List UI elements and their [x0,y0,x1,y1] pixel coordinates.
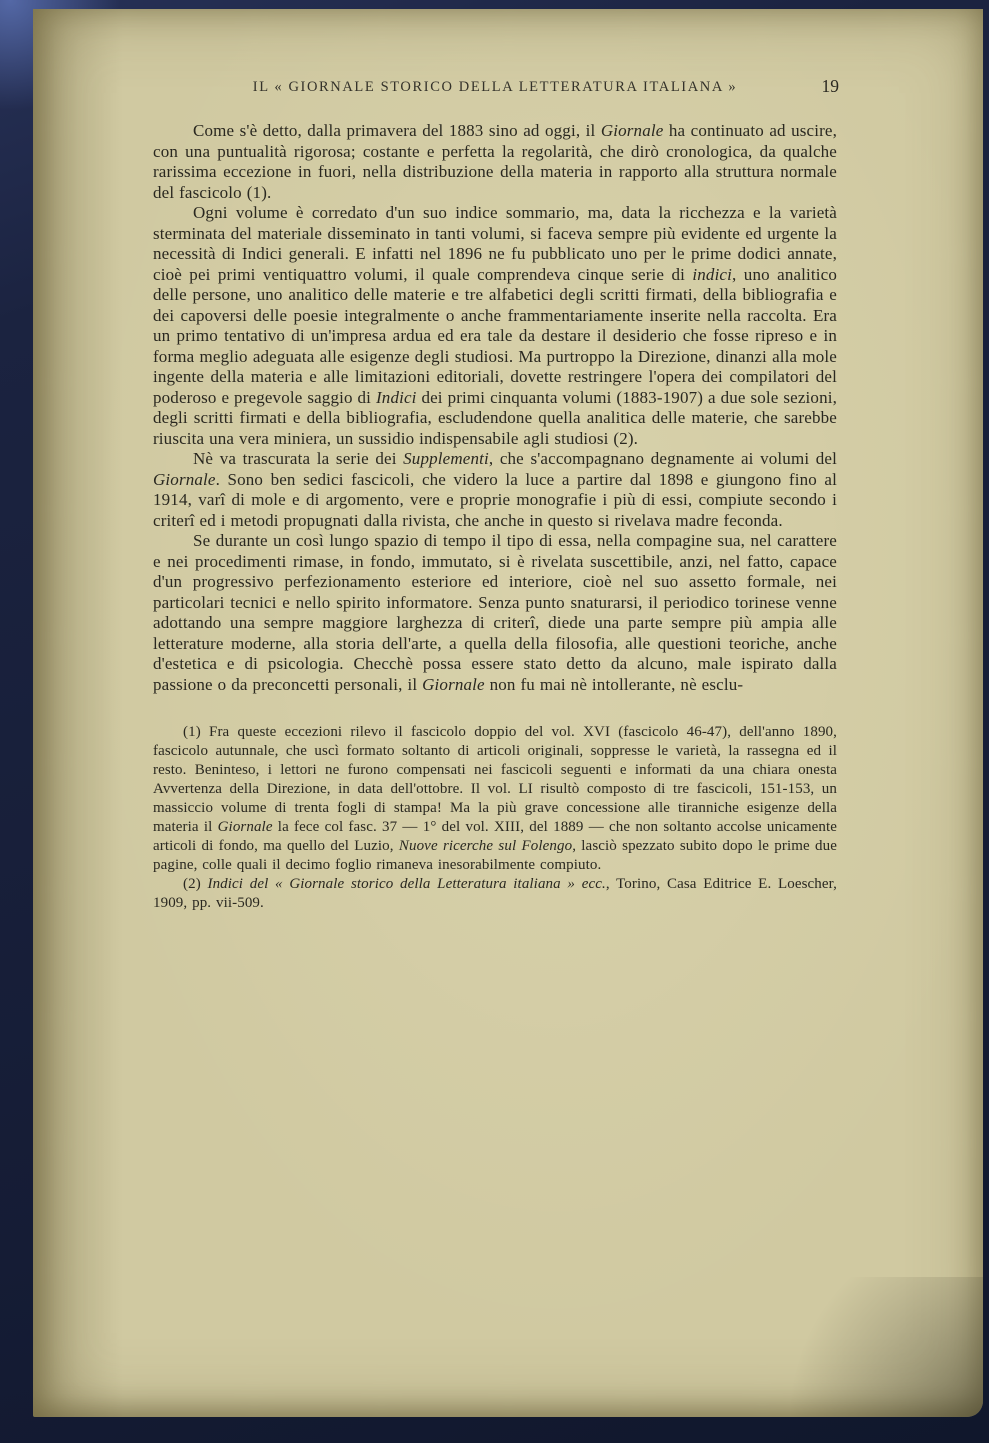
paragraph [153,531,837,695]
text-run: , lasciò spezzato subito dopo le prime due pagine, colle quali il decimo foglio rimaneva inesorabilmente compiuto. [153,838,837,873]
page-header [153,76,839,105]
text-run: (1) Fra queste eccezioni rilevo il fascicolo doppio del vol. XVI (fascicolo 46-47), dell'anno 1890, fascicolo autunnale, che uscì formato soltanto di articoli originali, soppresse le varietà, la rassegna ed il resto. Beninteso, i lettori ne furono compensati nei fascicoli seguenti e informati da una chiara onesta Avvertenza della Direzione, in data dell'ottobre. Il vol. LI risultò composto di tre fascicoli, 151-153, un massiccio volume di trenta fogli di stampa! Ma la più grave concessione alle tiranniche esigenze della materia il [153,724,837,835]
text-run: dei primi cinquanta volumi (1883-1907) a due sole sezioni, degli scritti firmati e della bibliografia, escludendone quella analitica delle materie, che sarebbe riuscita una vera miniera, un sussidio indispensabile agli studiosi (2). [153,387,837,448]
text-run: , che s'accompagnano degnamente ai volumi del [488,449,837,468]
italic-text-run: Indici del « Giornale storico della Letteratura italiana » ecc. [207,876,606,892]
footnotes [153,723,837,913]
paragraph [153,449,837,531]
text-run: Ogni volume è corredato d'un suo indice sommario, ma, data la ricchezza e la varietà sterminata del materiale disseminato in tanti volumi, si faceva sempre più evidente ed urgente la necessità di Indici generali. E infatti nel 1896 ne fu pubblicato uno per le prime dodici annate, cioè pei primi ventiquattro volumi, il quale comprendeva cinque serie di [153,203,837,284]
italic-text-run: Giornale [600,121,664,140]
italic-text-run: Nuove ricerche sul Folengo [398,838,573,854]
italic-text-run: Indici [375,387,417,407]
italic-text-run: Supplementi [403,449,489,468]
page-content [153,76,839,913]
italic-text-run: Giornale [422,674,485,694]
footnote [153,723,837,875]
paragraph [153,203,837,449]
running-title: IL « GIORNALE STORICO DELLA LETTERATURA ITALIANA » [252,79,738,95]
italic-text-run: indici [692,264,733,284]
text-run: , uno analitico delle persone, uno analitico delle materie e tre alfabetici degli scritti firmati, della bibliografia e dei capoversi delle poesie integralmente o anche frammentariamente inserite nella raccolta. Era un primo tentativo di un'impresa ardua ed era tale da destare il desiderio che fosse ripreso e in forma meglio adeguata alle esigenze degli studiosi. Ma purtroppo la Direzione, dinanzi alla mole ingente della materia e alle limitazioni editoriali, dovette restringere l'opera dei compilatori del poderoso e pregevole saggio di [153,264,837,407]
body-text [153,121,837,695]
text-run: la fece col fasc. 37 — 1° del vol. XIII, del 1889 — che non soltanto accolse unicamente articoli di fondo, ma quello del Luzio, [153,819,837,854]
italic-text-run: Giornale [153,469,216,489]
text-run: Nè va trascurata la serie dei [193,449,404,468]
text-run: , Torino, Casa Editrice E. Loescher, 1909, pp. vii-509. [153,876,837,911]
text-run: non fu mai nè intollerante, nè esclu- [484,674,744,694]
text-run: . Sono ben sedici fascicoli, che videro la luce a partire dal 1898 e giungono fino al 1914, varî di mole e di argomento, vere e proprie monografie i più di essi, compiute secondo i criterî ed i metodi propugnati dalla rivista, che anche in questo si rivelava madre feconda. [153,469,837,530]
italic-text-run: Giornale [217,819,273,835]
text-run: Se durante un così lungo spazio di tempo il tipo di essa, nella compagine sua, nel carattere e nei procedimenti rimase, in fondo, immutato, si è rivelata suscettibile, anzi, nel fatto, capace d'un progressivo perfezionamento esteriore ed interiore, cioè nel suo assetto formale, nei particolari tecnici e nello spirito informatore. Senza punto snaturarsi, il periodico torinese venne adottando una sempre maggiore larghezza di criterî, diede una parte sempre più ampia alle letterature moderne, alla storia dell'arte, a quella della filosofia, alle questioni teoriche, anche d'estetica e di psicologia. Checchè possa essere stato detto da alcuno, male ispirato dalla passione o da preconcetti personali, il [153,531,837,694]
text-run: Come s'è detto, dalla primavera del 1883 sino ad oggi, il [193,121,601,140]
footnote [153,875,837,913]
paragraph [153,121,837,203]
page-number: 19 [821,76,839,96]
text-run: (2) [183,876,208,892]
text-run: ha continuato ad uscire, con una puntualità rigorosa; costante e perfetta la regolarità, che dirò cronologica, da qualche rarissima eccezione in fuori, nella distribuzione della materia in rapporto alla struttura normale del fascicolo (1). [153,121,837,202]
page-paper [33,9,983,1417]
